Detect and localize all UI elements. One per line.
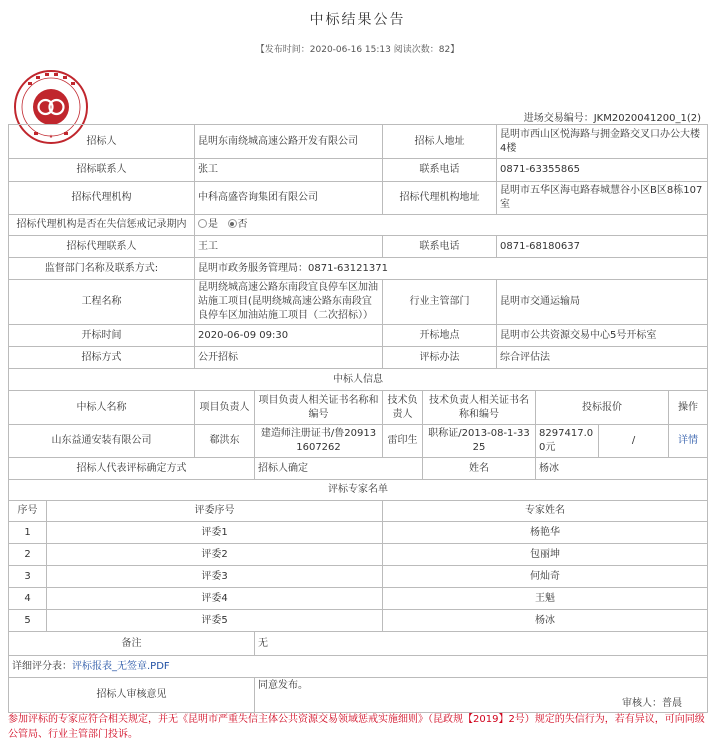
expert-name: 王魁 <box>383 588 708 610</box>
warning-notice: 参加评标的专家应符合相关规定，并无《昆明市严重失信主体公共资源交易领域惩戒实施细则》（昆政规【2019】2号）规定的失信行为，若有异议，可向同级公管局、行业主管部门投诉。 <box>8 714 705 740</box>
score-report-link[interactable]: 评标报表_无签章.PDF <box>72 660 170 672</box>
expert-seq: 评委2 <box>47 544 383 566</box>
table-row <box>9 566 708 588</box>
rep-method-value: 招标人确定 <box>255 458 423 480</box>
pm-header: 项目负责人 <box>195 391 255 425</box>
winner-price-blank: / <box>599 425 669 458</box>
open-place-label: 开标地点 <box>383 325 497 347</box>
winner-price: 8297417.00元 <box>536 425 599 458</box>
rep-name-value: 杨冰 <box>536 458 708 480</box>
winner-pm-cert: 建造师注册证书/鲁209131607262 <box>255 425 383 458</box>
eval-method-label: 评标办法 <box>383 347 497 369</box>
expert-no: 4 <box>9 588 47 610</box>
expert-name: 何灿奇 <box>383 566 708 588</box>
winner-tech-cert: 职称证/2013-08-1-3325 <box>423 425 536 458</box>
tenderer-contact-value: 张工 <box>195 159 383 182</box>
operation-header: 操作 <box>669 391 708 425</box>
supervision-label: 监督部门名称及联系方式: <box>9 258 195 280</box>
winner-tech: 雷印生 <box>383 425 423 458</box>
expert-no-header: 序号 <box>9 501 47 522</box>
agency-contact-label: 招标代理联系人 <box>9 236 195 258</box>
remarks-value: 无 <box>255 632 708 656</box>
page-title: 中标结果公告 <box>309 12 406 28</box>
review-opinion: 同意发布。 <box>258 680 308 691</box>
agency-phone-value: 0871-68180637 <box>497 236 708 258</box>
table-row <box>9 610 708 632</box>
credit-options <box>195 215 708 236</box>
review-value <box>255 678 708 713</box>
table-row <box>9 522 708 544</box>
project-name-value: 昆明绕城高速公路东南段宜良停车区加油站施工项目(昆明绕城高速公路东南段宜良停车区加油站施工项目（二次招标）） <box>195 280 383 325</box>
supervision-value: 昆明市政务服务管理局：0871-63121371 <box>195 258 708 280</box>
view-count: 82 <box>438 45 451 55</box>
pm-cert-header: 项目负责人相关证书名称和编号 <box>255 391 383 425</box>
publish-time: 2020-06-16 15:13 <box>309 45 391 55</box>
expert-name: 包丽坤 <box>383 544 708 566</box>
agency-value: 中科高盛咨询集团有限公司 <box>195 182 383 215</box>
expert-no: 1 <box>9 522 47 544</box>
eval-method-value: 综合评估法 <box>497 347 708 369</box>
expert-seq: 评委3 <box>47 566 383 588</box>
credit-label: 招标代理机构是否在失信惩戒记录期内 <box>9 215 195 236</box>
table-row <box>9 544 708 566</box>
rep-name-label: 姓名 <box>423 458 536 480</box>
expert-name: 杨艳华 <box>383 522 708 544</box>
expert-seq: 评委1 <box>47 522 383 544</box>
expert-name: 杨冰 <box>383 610 708 632</box>
tech-cert-header: 技术负责人相关证书名称和编号 <box>423 391 536 425</box>
remarks-label: 备注 <box>9 632 255 656</box>
agency-label: 招标代理机构 <box>9 182 195 215</box>
experts-section-title: 评标专家名单 <box>9 480 708 501</box>
project-name-label: 工程名称 <box>9 280 195 325</box>
tech-header: 技术负责人 <box>383 391 423 425</box>
expert-seq: 评委4 <box>47 588 383 610</box>
tenderer-label: 招标人 <box>9 125 195 159</box>
agency-address-value: 昆明市五华区海屯路春城慧谷小区B区8栋107室 <box>497 182 708 215</box>
tenderer-value: 昆明东南绕城高速公路开发有限公司 <box>195 125 383 159</box>
price-header: 投标报价 <box>536 391 669 425</box>
table-row <box>9 588 708 610</box>
winner-section-title: 中标人信息 <box>9 369 708 391</box>
result-table <box>8 124 708 713</box>
industry-label: 行业主管部门 <box>383 280 497 325</box>
winner-pm: 郗洪东 <box>195 425 255 458</box>
agency-phone-label: 联系电话 <box>383 236 497 258</box>
expert-no: 2 <box>9 544 47 566</box>
detail-score-row: 详细评分表：评标报表_无签章.PDF <box>9 656 708 678</box>
svg-text:★: ★ <box>48 134 54 140</box>
expert-no: 5 <box>9 610 47 632</box>
winner-detail-link[interactable]: 详情 <box>669 425 708 458</box>
tenderer-phone-value: 0871-63355865 <box>497 159 708 182</box>
credit-yes-radio[interactable]: 是 <box>198 219 218 230</box>
winner-name-header: 中标人名称 <box>9 391 195 425</box>
review-label: 招标人审核意见 <box>9 678 255 713</box>
reviewer: 审核人：普晨 <box>622 698 683 709</box>
expert-seq-header: 评委序号 <box>47 501 383 522</box>
industry-value: 昆明市交通运输局 <box>497 280 708 325</box>
winner-name: 山东益通安装有限公司 <box>9 425 195 458</box>
tenderer-contact-label: 招标联系人 <box>9 159 195 182</box>
agency-contact-value: 王工 <box>195 236 383 258</box>
open-place-value: 昆明市公共资源交易中心5号开标室 <box>497 325 708 347</box>
open-time-label: 开标时间 <box>9 325 195 347</box>
tenderer-address-value: 昆明市西山区悦海路与拥金路交叉口办公大楼4楼 <box>497 125 708 159</box>
expert-no: 3 <box>9 566 47 588</box>
tender-method-value: 公开招标 <box>195 347 383 369</box>
transaction-code: 进场交易编号：JKM2020041200_1(2) <box>523 113 701 124</box>
tender-method-label: 招标方式 <box>9 347 195 369</box>
open-time-value: 2020-06-09 09:30 <box>195 325 383 347</box>
expert-seq: 评委5 <box>47 610 383 632</box>
tenderer-address-label: 招标人地址 <box>383 125 497 159</box>
publish-meta: 【发布时间：2020-06-16 15:13 阅读次数：82】 <box>255 45 460 55</box>
expert-name-header: 专家姓名 <box>383 501 708 522</box>
credit-no-radio[interactable]: 否 <box>228 219 248 230</box>
agency-address-label: 招标代理机构地址 <box>383 182 497 215</box>
tenderer-phone-label: 联系电话 <box>383 159 497 182</box>
rep-method-label: 招标人代表评标确定方式 <box>9 458 255 480</box>
